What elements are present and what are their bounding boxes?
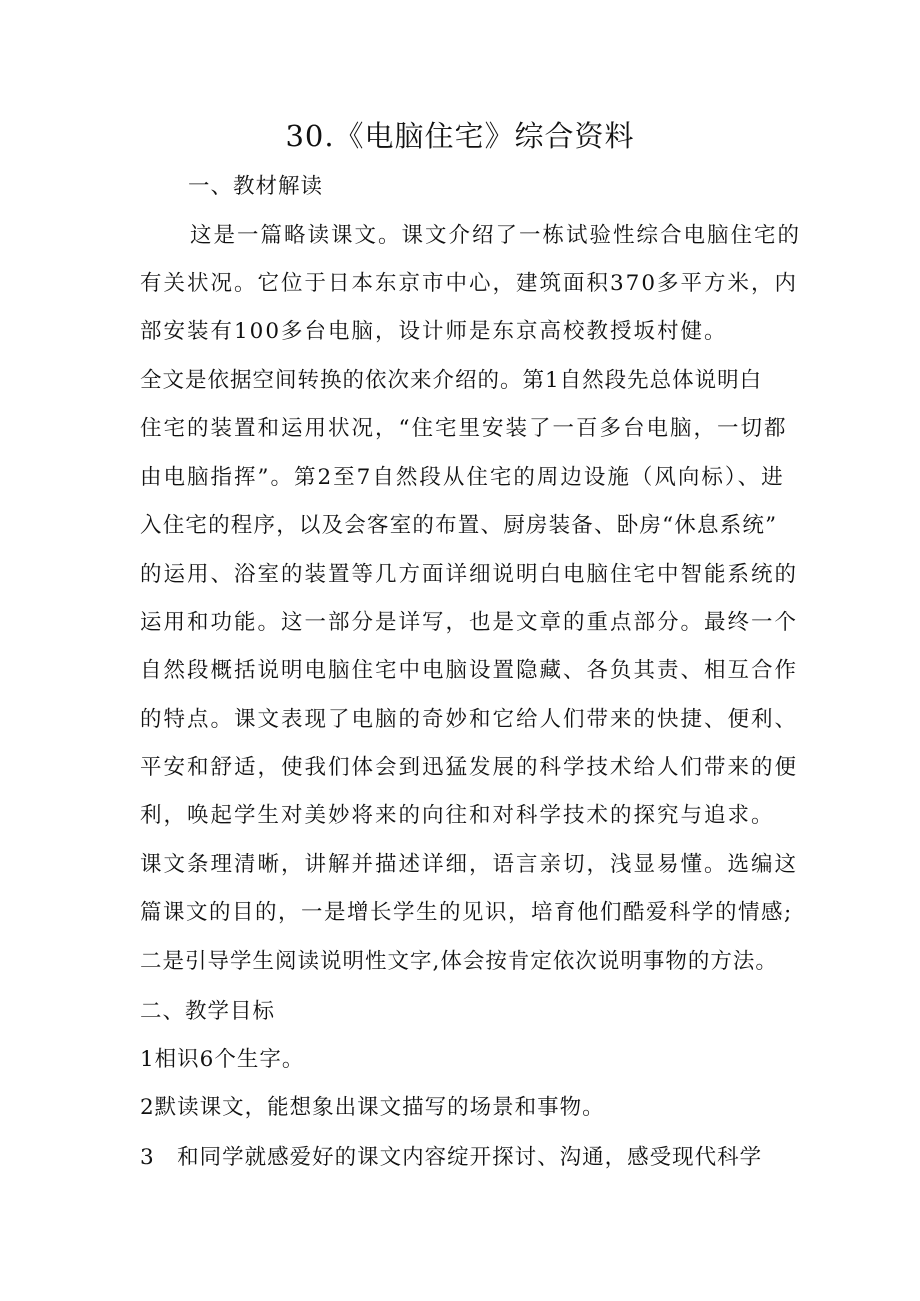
paragraph-line: 的特点。课文表现了电脑的奇妙和它给人们带来的快捷、便利、 [140,707,799,732]
section-heading-textbook-reading: 一、教材解读 [188,174,324,199]
page-title: 30.《电脑住宅》综合资料 [285,119,635,153]
paragraph-line: 这是一篇略读课文。课文介绍了一栋试验性综合电脑住宅的 [190,223,802,248]
section-heading-teaching-goals: 二、教学目标 [140,999,276,1024]
paragraph-line: 有关状况。它位于日本东京市中心，建筑面积370多平方米，内 [140,271,799,296]
goal-item-1: 1相识6个生字。 [140,1047,305,1072]
paragraph-line: 二是引导学生阅读说明性文字,体会按肯定依次说明事物的方法。 [140,949,778,974]
paragraph-line: 运用和功能。这一部分是详写，也是文章的重点部分。最终一个 [140,610,799,635]
paragraph-line: 由电脑指挥”。第2至7自然段从住宅的周边设施（风向标）、进 [140,465,785,490]
paragraph-line: 住宅的装置和运用状况，“住宅里安装了一百多台电脑，一切都 [140,416,788,441]
goal-item-3: 3 和同学就感爱好的课文内容绽开探讨、沟通，感受现代科学 [140,1145,763,1170]
paragraph-line: 的运用、浴室的装置等几方面详细说明白电脑住宅中智能系统的 [140,562,799,587]
paragraph-line: 部安装有100多台电脑，设计师是东京高校教授坂村健。 [140,319,728,344]
paragraph-line: 全文是依据空间转换的依次来介绍的。第1自然段先总体说明白 [140,368,763,393]
paragraph-line: 课文条理清晰，讲解并描述详细，语言亲切，浅显易懂。选编这 [140,852,799,877]
paragraph-line: 利，唤起学生对美妙将来的向往和对科学技术的探究与追求。 [140,803,775,828]
paragraph-line: 自然段概括说明电脑住宅中电脑设置隐藏、各负其责、相互合作 [140,658,799,683]
paragraph-line: 入住宅的程序，以及会客室的布置、厨房装备、卧房“休息系统” [140,513,778,538]
paragraph-line: 篇课文的目的，一是增长学生的见识，培育他们酷爱科学的情感; [140,900,793,925]
paragraph-line: 平安和舒适，使我们体会到迅猛发展的科学技术给人们带来的便 [140,755,799,780]
goal-item-2: 2默读课文，能想象出课文描写的场景和事物。 [140,1095,605,1120]
